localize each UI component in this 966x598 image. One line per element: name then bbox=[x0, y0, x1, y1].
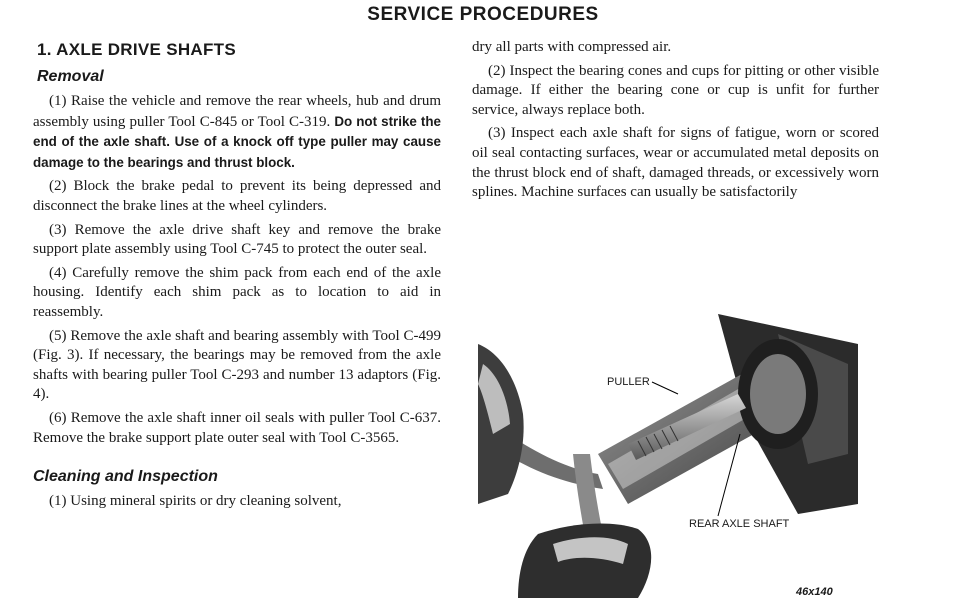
figure-puller-photo bbox=[478, 304, 858, 598]
removal-step-1-text: (1) Raise the vehicle and remove the rear wheels, hub and drum assembly using puller Tool C-845 or Tool C-319. bbox=[33, 93, 441, 130]
removal-step-3: (3) Remove the axle drive shaft key and remove the brake support plate assembly using Tool C-745 to protect the outer seal. bbox=[33, 221, 441, 258]
puller-label: PULLER bbox=[607, 376, 650, 388]
puller-illustration bbox=[478, 304, 858, 598]
cleaning-heading: Cleaning and Inspection bbox=[33, 468, 218, 486]
right-column bbox=[472, 38, 879, 207]
removal-step-4: (4) Carefully remove the shim pack from each end of the axle housing. Identify each shim pack as to location to aid in reassembly. bbox=[33, 264, 441, 320]
cleaning-step-1-start: (1) Using mineral spirits or dry cleaning solvent, bbox=[49, 493, 342, 510]
page-title: SERVICE PROCEDURES bbox=[367, 4, 599, 25]
removal-step-2: (2) Block the brake pedal to prevent its being depressed and disconnect the brake lines at the wheel cylinders. bbox=[33, 178, 441, 214]
figure-number: 46x140 bbox=[796, 586, 833, 598]
removal-warning: Do not strike the end of the axle shaft. Use of a knock off type puller may cause damage to the bearings and thrust block. bbox=[33, 113, 441, 170]
section-heading: 1. AXLE DRIVE SHAFTS bbox=[37, 40, 237, 59]
removal-heading: Removal bbox=[37, 68, 104, 85]
cleaning-step-3: (3) Inspect each axle shaft for signs of fatigue, worn or scored oil seal contacting surfaces, wear or accumulated metal deposits on the thrust block end of shaft, damaged threads, or excessively worn splines. Machine surfaces can usually be satisfactorily bbox=[472, 125, 879, 201]
removal-step-6: (6) Remove the axle shaft inner oil seals with puller Tool C-637. Remove the brake support plate outer seal with Tool C-3565. bbox=[33, 409, 441, 446]
cleaning-step-2: (2) Inspect the bearing cones and cups for pitting or other visible damage. If either the bearing cone or cup is unfit for further service, always replace both. bbox=[472, 62, 879, 118]
removal-step-5: (5) Remove the axle shaft and bearing assembly with Tool C-499 (Fig. 3). If necessary, the bearings may be removed from the axle shafts with bearing puller Tool C-293 and number 13 adaptors (Fig. 4). bbox=[33, 327, 441, 403]
rear-axle-shaft-label: REAR AXLE SHAFT bbox=[689, 518, 790, 530]
removal-step-1 bbox=[33, 92, 441, 173]
cleaning-step-1-continued: dry all parts with compressed air. bbox=[472, 39, 672, 55]
left-column bbox=[33, 40, 441, 516]
